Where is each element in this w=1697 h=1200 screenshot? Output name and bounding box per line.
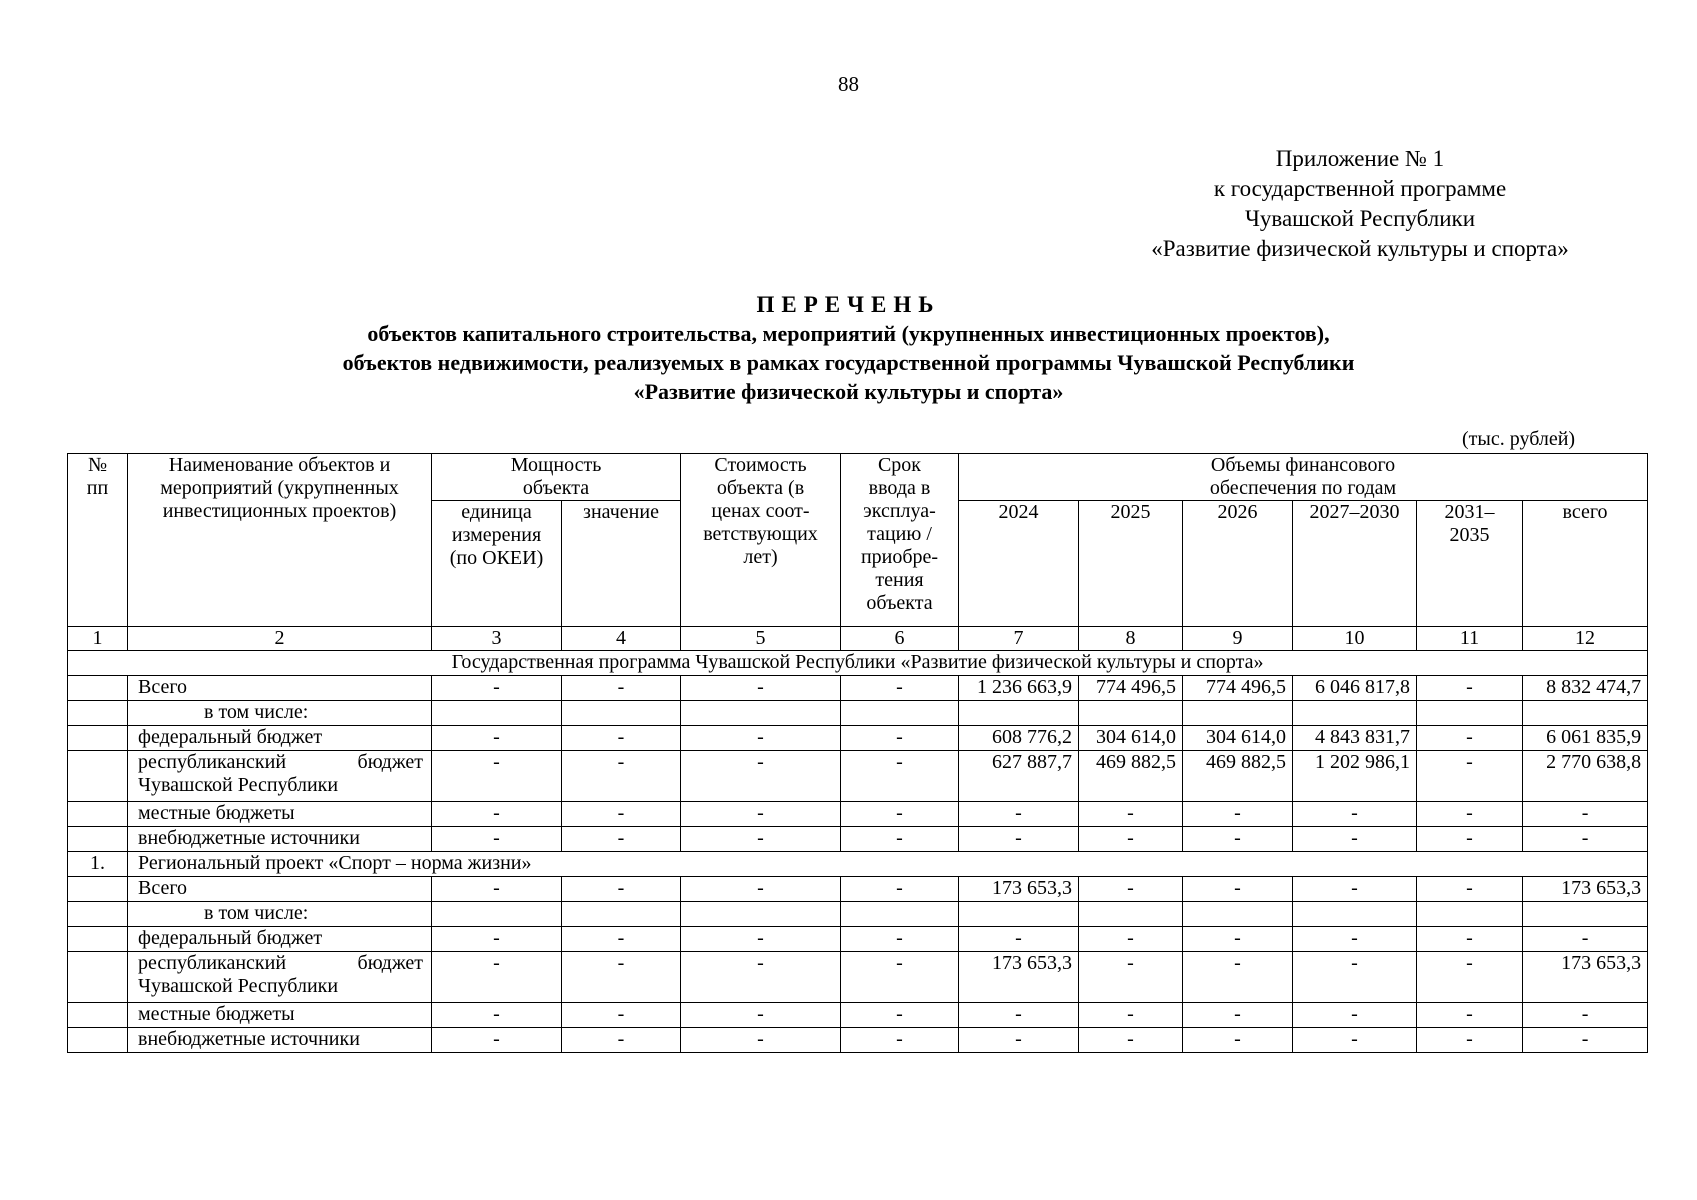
header-num: № пп xyxy=(68,454,128,627)
header-year: 2026 xyxy=(1183,501,1293,627)
cell-total: - xyxy=(1523,827,1648,852)
project-heading: Региональный проект «Спорт – норма жизни» xyxy=(128,852,1648,877)
table-row xyxy=(68,1028,1648,1053)
cell-y2026: - xyxy=(1183,927,1293,952)
row-name: Всего xyxy=(128,676,432,701)
table-row xyxy=(68,1003,1648,1028)
cell-cost: - xyxy=(681,726,841,751)
header-year: 2027–2030 xyxy=(1293,501,1417,627)
row-number xyxy=(68,1028,128,1053)
cell-unit: - xyxy=(432,1003,562,1028)
row-name: местные бюджеты xyxy=(128,802,432,827)
cell-y2026: - xyxy=(1183,1003,1293,1028)
cell-cost: - xyxy=(681,927,841,952)
cell-total xyxy=(1523,701,1648,726)
cell-y2026: 469 882,5 xyxy=(1183,751,1293,802)
cell-term: - xyxy=(841,952,959,1003)
row-number xyxy=(68,726,128,751)
cell-term: - xyxy=(841,676,959,701)
cell-y2026: - xyxy=(1183,952,1293,1003)
cell-cost: - xyxy=(681,802,841,827)
cell-y2025 xyxy=(1079,902,1183,927)
cell-y2027: - xyxy=(1293,952,1417,1003)
cell-term: - xyxy=(841,927,959,952)
cell-term: - xyxy=(841,802,959,827)
header-row xyxy=(68,454,1648,501)
cell-y2031: - xyxy=(1417,877,1523,902)
cell-cost xyxy=(681,902,841,927)
appendix-line: Чувашской Республики xyxy=(1244,206,1476,231)
cell-term: - xyxy=(841,827,959,852)
table-row xyxy=(68,952,1648,1003)
title-line: объектов капитального строительства, мероприятий (укрупненных инвестиционных проектов), xyxy=(367,321,1330,346)
table-row xyxy=(68,902,1648,927)
cell-y2027 xyxy=(1293,902,1417,927)
cell-y2026: - xyxy=(1183,827,1293,852)
row-number xyxy=(68,676,128,701)
cell-cost: - xyxy=(681,952,841,1003)
header-unit: единица измерения (по ОКЕИ) xyxy=(432,501,562,627)
cell-value: - xyxy=(562,952,681,1003)
row-name: федеральный бюджет xyxy=(128,927,432,952)
cell-y2024: - xyxy=(959,827,1079,852)
column-number: 7 xyxy=(959,627,1079,651)
cell-value: - xyxy=(562,877,681,902)
cell-y2031: - xyxy=(1417,1028,1523,1053)
cell-cost: - xyxy=(681,877,841,902)
cell-unit: - xyxy=(432,877,562,902)
cell-unit: - xyxy=(432,827,562,852)
cell-y2025: - xyxy=(1079,1028,1183,1053)
header-term: Срок ввода в эксплуа-тацию / приобре-тения объекта xyxy=(841,454,959,627)
row-name: республиканский бюджет Чувашской Республики xyxy=(128,751,432,802)
cell-total: - xyxy=(1523,1003,1648,1028)
cell-y2024: 608 776,2 xyxy=(959,726,1079,751)
header-finance: Объемы финансового обеспечения по годам xyxy=(959,454,1648,501)
title-line: «Развитие физической культуры и спорта» xyxy=(633,379,1064,404)
cell-y2024: - xyxy=(959,927,1079,952)
cell-value: - xyxy=(562,1028,681,1053)
project-number: 1. xyxy=(68,852,128,877)
row-number xyxy=(68,1003,128,1028)
cell-term: - xyxy=(841,726,959,751)
cell-y2026: - xyxy=(1183,877,1293,902)
cell-value: - xyxy=(562,827,681,852)
cell-y2026 xyxy=(1183,701,1293,726)
cell-value: - xyxy=(562,1003,681,1028)
appendix-line: «Развитие физической культуры и спорта» xyxy=(1151,236,1569,261)
units-note: (тыс. рублей) xyxy=(1462,428,1576,450)
row-number xyxy=(68,902,128,927)
column-number: 4 xyxy=(562,627,681,651)
cell-term: - xyxy=(841,751,959,802)
cell-y2031: - xyxy=(1417,952,1523,1003)
row-name: внебюджетные источники xyxy=(128,1028,432,1053)
row-name: в том числе: xyxy=(128,902,432,927)
cell-y2031: - xyxy=(1417,726,1523,751)
cell-y2025: - xyxy=(1079,827,1183,852)
cell-y2024: 173 653,3 xyxy=(959,952,1079,1003)
cell-unit: - xyxy=(432,952,562,1003)
row-number xyxy=(68,827,128,852)
cell-total: - xyxy=(1523,927,1648,952)
cell-y2026: 304 614,0 xyxy=(1183,726,1293,751)
cell-term: - xyxy=(841,1028,959,1053)
cell-y2024: 627 887,7 xyxy=(959,751,1079,802)
cell-term: - xyxy=(841,1003,959,1028)
column-number: 2 xyxy=(128,627,432,651)
program-heading: Государственная программа Чувашской Республики «Развитие физической культуры и спорта» xyxy=(68,651,1648,676)
title-line: объектов недвижимости, реализуемых в рамках государственной программы Чувашской Республики xyxy=(342,350,1355,375)
column-number: 11 xyxy=(1417,627,1523,651)
cell-total: 6 061 835,9 xyxy=(1523,726,1648,751)
column-number: 10 xyxy=(1293,627,1417,651)
row-name: федеральный бюджет xyxy=(128,726,432,751)
cell-y2025: - xyxy=(1079,952,1183,1003)
cell-total: - xyxy=(1523,1028,1648,1053)
row-name: республиканский бюджет Чувашской Республики xyxy=(128,952,432,1003)
cell-term xyxy=(841,902,959,927)
header-name: Наименование объектов и мероприятий (укрупненных инвестиционных проектов) xyxy=(128,454,432,627)
column-number: 8 xyxy=(1079,627,1183,651)
column-number: 3 xyxy=(432,627,562,651)
table-row xyxy=(68,676,1648,701)
cell-y2024: - xyxy=(959,802,1079,827)
cell-y2027 xyxy=(1293,701,1417,726)
cell-y2027: 6 046 817,8 xyxy=(1293,676,1417,701)
cell-total: 2 770 638,8 xyxy=(1523,751,1648,802)
cell-y2024 xyxy=(959,701,1079,726)
cell-y2031: - xyxy=(1417,802,1523,827)
column-number: 1 xyxy=(68,627,128,651)
cell-cost: - xyxy=(681,751,841,802)
header-year-total: всего xyxy=(1523,501,1648,627)
objects-table xyxy=(67,453,1648,1053)
appendix-line: Приложение № 1 xyxy=(1275,146,1445,171)
table-body xyxy=(68,454,1648,1053)
project-heading-row xyxy=(68,852,1648,877)
cell-y2026 xyxy=(1183,902,1293,927)
cell-y2025: - xyxy=(1079,877,1183,902)
cell-cost: - xyxy=(681,676,841,701)
cell-value xyxy=(562,701,681,726)
header-capacity: Мощность объекта xyxy=(432,454,681,501)
cell-y2024: - xyxy=(959,1028,1079,1053)
cell-term: - xyxy=(841,877,959,902)
cell-y2026: 774 496,5 xyxy=(1183,676,1293,701)
cell-y2025: 304 614,0 xyxy=(1079,726,1183,751)
column-number: 12 xyxy=(1523,627,1648,651)
cell-y2026: - xyxy=(1183,1028,1293,1053)
cell-total: 173 653,3 xyxy=(1523,877,1648,902)
cell-y2027: - xyxy=(1293,827,1417,852)
row-number xyxy=(68,952,128,1003)
row-number xyxy=(68,751,128,802)
cell-value: - xyxy=(562,751,681,802)
cell-y2027: 4 843 831,7 xyxy=(1293,726,1417,751)
cell-y2031: - xyxy=(1417,1003,1523,1028)
header-year: 2025 xyxy=(1079,501,1183,627)
row-number xyxy=(68,877,128,902)
cell-y2027: 1 202 986,1 xyxy=(1293,751,1417,802)
header-year: 2024 xyxy=(959,501,1079,627)
cell-y2027: - xyxy=(1293,1003,1417,1028)
cell-value: - xyxy=(562,802,681,827)
row-name: Всего xyxy=(128,877,432,902)
cell-y2024: - xyxy=(959,1003,1079,1028)
table-row xyxy=(68,802,1648,827)
cell-total xyxy=(1523,902,1648,927)
table-row xyxy=(68,726,1648,751)
cell-y2025: 469 882,5 xyxy=(1079,751,1183,802)
cell-y2027: - xyxy=(1293,1028,1417,1053)
cell-value xyxy=(562,902,681,927)
cell-y2025 xyxy=(1079,701,1183,726)
cell-y2027: - xyxy=(1293,927,1417,952)
cell-y2025: - xyxy=(1079,802,1183,827)
appendix-block xyxy=(1080,144,1640,264)
cell-y2025: - xyxy=(1079,1003,1183,1028)
cell-unit: - xyxy=(432,802,562,827)
cell-unit xyxy=(432,701,562,726)
column-number: 5 xyxy=(681,627,841,651)
column-number: 9 xyxy=(1183,627,1293,651)
row-number xyxy=(68,927,128,952)
cell-cost: - xyxy=(681,1028,841,1053)
cell-unit: - xyxy=(432,726,562,751)
table-row xyxy=(68,927,1648,952)
header-value: значение xyxy=(562,501,681,627)
cell-unit: - xyxy=(432,676,562,701)
row-number xyxy=(68,701,128,726)
cell-total: 173 653,3 xyxy=(1523,952,1648,1003)
cell-y2027: - xyxy=(1293,802,1417,827)
cell-value: - xyxy=(562,676,681,701)
page-number: 88 xyxy=(838,72,859,96)
cell-unit xyxy=(432,902,562,927)
cell-total: 8 832 474,7 xyxy=(1523,676,1648,701)
program-heading-row xyxy=(68,651,1648,676)
row-name: в том числе: xyxy=(128,701,432,726)
cell-y2027: - xyxy=(1293,877,1417,902)
cell-cost: - xyxy=(681,1003,841,1028)
cell-unit: - xyxy=(432,927,562,952)
column-number: 6 xyxy=(841,627,959,651)
cell-unit: - xyxy=(432,751,562,802)
cell-cost xyxy=(681,701,841,726)
cell-value: - xyxy=(562,927,681,952)
cell-term xyxy=(841,701,959,726)
header-cost: Стоимость объекта (в ценах соот-ветствующих лет) xyxy=(681,454,841,627)
cell-cost: - xyxy=(681,827,841,852)
header-year: 2031–2035 xyxy=(1417,501,1523,627)
cell-y2031: - xyxy=(1417,827,1523,852)
cell-y2025: - xyxy=(1079,927,1183,952)
cell-y2024: 1 236 663,9 xyxy=(959,676,1079,701)
table-row xyxy=(68,701,1648,726)
appendix-line: к государственной программе xyxy=(1213,176,1507,201)
row-name: внебюджетные источники xyxy=(128,827,432,852)
cell-y2031: - xyxy=(1417,927,1523,952)
cell-y2031 xyxy=(1417,701,1523,726)
title-main: ПЕРЕЧЕНЬ xyxy=(756,292,941,317)
cell-value: - xyxy=(562,726,681,751)
cell-y2031 xyxy=(1417,902,1523,927)
cell-y2024 xyxy=(959,902,1079,927)
row-name: местные бюджеты xyxy=(128,1003,432,1028)
cell-unit: - xyxy=(432,1028,562,1053)
table-row xyxy=(68,877,1648,902)
row-number xyxy=(68,802,128,827)
cell-y2031: - xyxy=(1417,676,1523,701)
cell-y2026: - xyxy=(1183,802,1293,827)
table-row xyxy=(68,751,1648,802)
cell-y2031: - xyxy=(1417,751,1523,802)
column-numbers-row xyxy=(68,627,1648,651)
cell-y2025: 774 496,5 xyxy=(1079,676,1183,701)
cell-total: - xyxy=(1523,802,1648,827)
table-row xyxy=(68,827,1648,852)
document-title xyxy=(0,290,1697,406)
cell-y2024: 173 653,3 xyxy=(959,877,1079,902)
